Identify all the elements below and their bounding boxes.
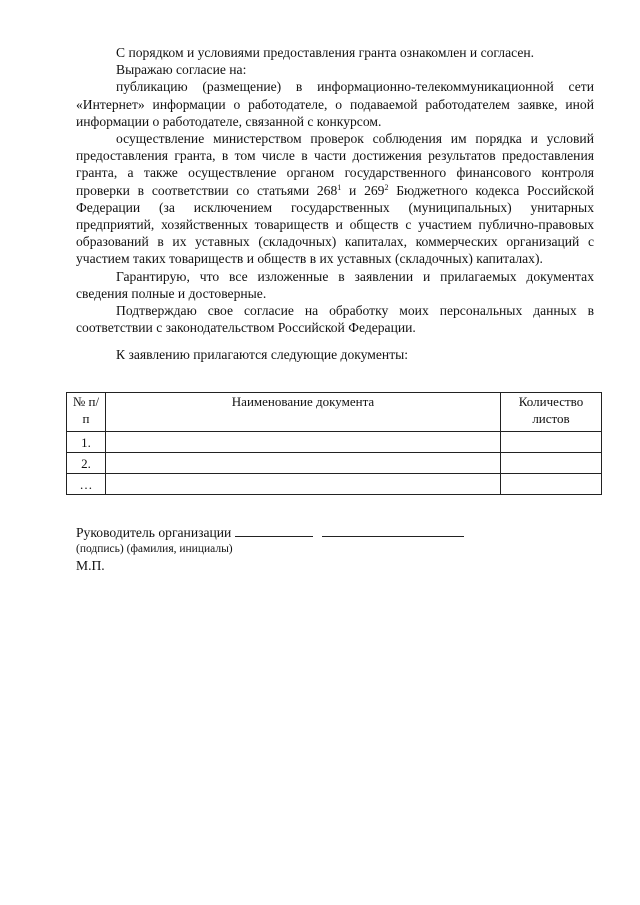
footnote-mark-1: 1 [337,182,342,192]
row-number: 1. [67,432,106,453]
consent-text [76,44,594,364]
row-sheet-count[interactable] [501,474,602,495]
table-row [67,474,602,495]
table-row [67,432,602,453]
signature-block [76,524,596,575]
paragraph-inspection [76,130,594,268]
table-row [67,453,602,474]
signature-hint: (подпись) (фамилия, инициалы) [76,543,233,555]
name-field[interactable] [322,536,464,537]
paragraph-attachments-intro: К заявлению прилагаются следующие документы: [116,347,409,363]
row-number: 2. [67,453,106,474]
row-sheet-count[interactable] [501,432,602,453]
paragraph-publication: публикацию (размещение) в информационно-телекоммуникационной сети «Интернет» информации о работодателе, о подаваемой работодателем заявке, иной информации о работодателе, связанной с конкурсом. [76,79,594,129]
stamp-place: М.П. [76,558,105,573]
header-number: № п/п [67,393,106,432]
header-document-name: Наименование документа [106,393,501,432]
footnote-mark-2: 2 [384,182,389,192]
header-sheet-count: Количество листов [501,393,602,432]
inspection-text-part-2: и 269 [341,182,385,198]
paragraph-consent-intro: Выражаю согласие на: [116,62,247,78]
row-document-name[interactable] [106,453,501,474]
row-document-name[interactable] [106,432,501,453]
row-sheet-count[interactable] [501,453,602,474]
signature-label: Руководитель организации [76,525,232,540]
documents-table [66,392,602,495]
row-document-name[interactable] [106,474,501,495]
row-number: … [67,474,106,495]
paragraph-guarantee: Гарантирую, что все изложенные в заявлении и прилагаемых документах сведения полные и достоверные. [76,268,594,301]
signature-field[interactable] [235,536,313,537]
paragraph-acquainted: С порядком и условиями предоставления гранта ознакомлен и согласен. [116,45,535,60]
inspection-text-part-3: Бюджетного кодекса Российской Федерации (за исключением государственных (муниципальных) унитарных предприятий, хозяйственных товариществ и обществ с участием публично-правовых образований в их уставных (складочных) капиталах, коммерческих организаций с участием таких товариществ и обществ в их уставных (складочных) капиталах). [76,182,595,267]
table-header-row [67,393,602,432]
inspection-text-part-1: осуществление министерством проверок соблюдения им порядка и условий предоставления гранта, в том числе в части достижения результатов предоставления гранта, а также осуществление органом государственного финансового контроля проверки в соответствии со статьями 268 [76,131,594,198]
paragraph-personal-data: Подтверждаю свое согласие на обработку моих персональных данных в соответствии с законодательством Российской Федерации. [76,303,594,336]
signature-line-row [76,524,596,542]
